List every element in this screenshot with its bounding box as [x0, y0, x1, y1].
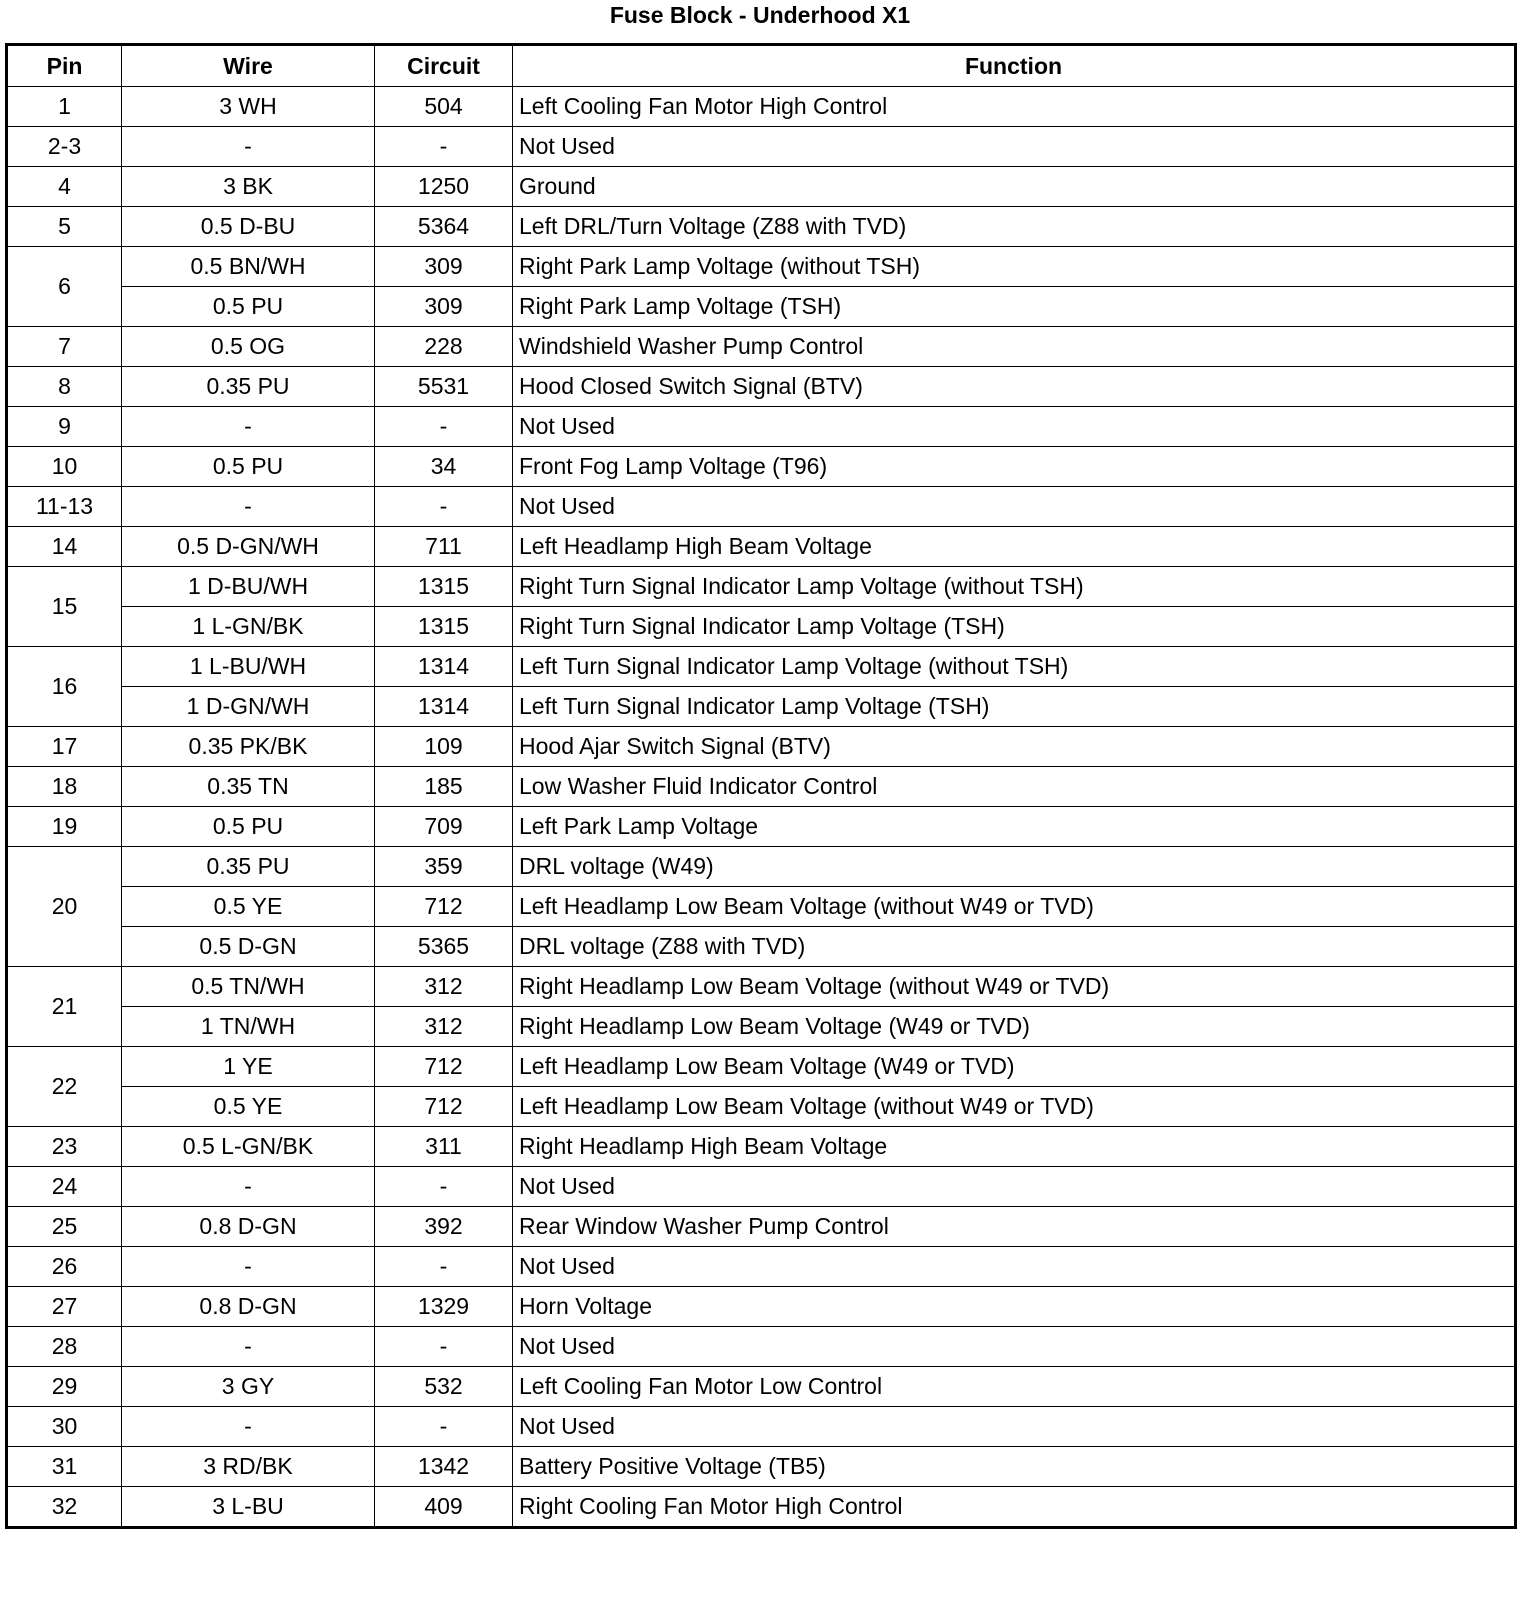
header-circuit: Circuit: [375, 45, 513, 87]
circuit-cell: 228: [375, 327, 513, 367]
table-row: [7, 1247, 1516, 1287]
function-cell: Right Headlamp High Beam Voltage: [513, 1127, 1516, 1167]
wire-cell: 0.5 OG: [122, 327, 375, 367]
function-cell: Right Park Lamp Voltage (without TSH): [513, 247, 1516, 287]
function-cell: Left Headlamp Low Beam Voltage (W49 or TVD): [513, 1047, 1516, 1087]
table-row: [7, 767, 1516, 807]
pin-cell: 8: [7, 367, 122, 407]
table-row: [7, 647, 1516, 687]
table-row: [7, 1447, 1516, 1487]
table-row: [7, 1287, 1516, 1327]
function-cell: Left Headlamp High Beam Voltage: [513, 527, 1516, 567]
circuit-cell: -: [375, 1407, 513, 1447]
circuit-cell: -: [375, 487, 513, 527]
pin-cell: 17: [7, 727, 122, 767]
wire-cell: 3 GY: [122, 1367, 375, 1407]
circuit-cell: 309: [375, 247, 513, 287]
pin-cell: 11-13: [7, 487, 122, 527]
pin-cell: 22: [7, 1047, 122, 1127]
circuit-cell: 1329: [375, 1287, 513, 1327]
circuit-cell: 5364: [375, 207, 513, 247]
pin-cell: 28: [7, 1327, 122, 1367]
table-row: [7, 407, 1516, 447]
wire-cell: 0.35 PK/BK: [122, 727, 375, 767]
function-cell: Left Headlamp Low Beam Voltage (without W49 or TVD): [513, 1087, 1516, 1127]
table-row: [7, 287, 1516, 327]
circuit-cell: 392: [375, 1207, 513, 1247]
table-row: [7, 807, 1516, 847]
pin-cell: 32: [7, 1487, 122, 1528]
pin-cell: 1: [7, 87, 122, 127]
circuit-cell: 712: [375, 887, 513, 927]
table-row: [7, 1087, 1516, 1127]
pin-cell: 6: [7, 247, 122, 327]
function-cell: Left Turn Signal Indicator Lamp Voltage (without TSH): [513, 647, 1516, 687]
function-cell: Battery Positive Voltage (TB5): [513, 1447, 1516, 1487]
pin-cell: 9: [7, 407, 122, 447]
circuit-cell: 1250: [375, 167, 513, 207]
pin-cell: 19: [7, 807, 122, 847]
function-cell: Left Headlamp Low Beam Voltage (without W49 or TVD): [513, 887, 1516, 927]
table-row: [7, 327, 1516, 367]
wire-cell: 1 D-BU/WH: [122, 567, 375, 607]
wire-cell: 0.5 D-BU: [122, 207, 375, 247]
header-wire: Wire: [122, 45, 375, 87]
function-cell: Low Washer Fluid Indicator Control: [513, 767, 1516, 807]
function-cell: Hood Ajar Switch Signal (BTV): [513, 727, 1516, 767]
circuit-cell: 311: [375, 1127, 513, 1167]
circuit-cell: 709: [375, 807, 513, 847]
table-row: [7, 87, 1516, 127]
function-cell: Windshield Washer Pump Control: [513, 327, 1516, 367]
function-cell: Hood Closed Switch Signal (BTV): [513, 367, 1516, 407]
function-cell: Left Park Lamp Voltage: [513, 807, 1516, 847]
table-row: [7, 1127, 1516, 1167]
table-row: [7, 607, 1516, 647]
function-cell: Horn Voltage: [513, 1287, 1516, 1327]
circuit-cell: 5365: [375, 927, 513, 967]
pin-cell: 21: [7, 967, 122, 1047]
pin-cell: 2-3: [7, 127, 122, 167]
table-row: [7, 487, 1516, 527]
table-row: [7, 727, 1516, 767]
wire-cell: -: [122, 1247, 375, 1287]
table-body: [7, 87, 1516, 1528]
pin-cell: 4: [7, 167, 122, 207]
wire-cell: 3 RD/BK: [122, 1447, 375, 1487]
function-cell: Right Cooling Fan Motor High Control: [513, 1487, 1516, 1528]
pin-cell: 23: [7, 1127, 122, 1167]
table-row: [7, 1047, 1516, 1087]
circuit-cell: -: [375, 1327, 513, 1367]
circuit-cell: 712: [375, 1047, 513, 1087]
pin-cell: 18: [7, 767, 122, 807]
pin-cell: 16: [7, 647, 122, 727]
pin-cell: 31: [7, 1447, 122, 1487]
circuit-cell: 1342: [375, 1447, 513, 1487]
table-row: [7, 1007, 1516, 1047]
pin-cell: 25: [7, 1207, 122, 1247]
page-title: Fuse Block - Underhood X1: [609, 2, 911, 28]
wire-cell: 0.5 YE: [122, 887, 375, 927]
table-row: [7, 1367, 1516, 1407]
wire-cell: -: [122, 127, 375, 167]
wire-cell: 1 L-BU/WH: [122, 647, 375, 687]
circuit-cell: 504: [375, 87, 513, 127]
wire-cell: 1 D-GN/WH: [122, 687, 375, 727]
pin-cell: 14: [7, 527, 122, 567]
function-cell: Not Used: [513, 1247, 1516, 1287]
wire-cell: 3 L-BU: [122, 1487, 375, 1528]
function-cell: Not Used: [513, 1407, 1516, 1447]
table-row: [7, 367, 1516, 407]
function-cell: Left Turn Signal Indicator Lamp Voltage (TSH): [513, 687, 1516, 727]
function-cell: Right Turn Signal Indicator Lamp Voltage (without TSH): [513, 567, 1516, 607]
wire-cell: -: [122, 1327, 375, 1367]
pin-cell: 10: [7, 447, 122, 487]
function-cell: Right Headlamp Low Beam Voltage (without W49 or TVD): [513, 967, 1516, 1007]
circuit-cell: -: [375, 407, 513, 447]
table-row: [7, 527, 1516, 567]
connector-pinout-table: [5, 43, 1517, 1529]
table-row: [7, 567, 1516, 607]
wire-cell: 0.35 TN: [122, 767, 375, 807]
circuit-cell: 185: [375, 767, 513, 807]
table-row: [7, 847, 1516, 887]
pin-cell: 7: [7, 327, 122, 367]
table-row: [7, 1407, 1516, 1447]
pin-cell: 27: [7, 1287, 122, 1327]
circuit-cell: 1315: [375, 567, 513, 607]
circuit-cell: -: [375, 127, 513, 167]
wire-cell: 0.5 PU: [122, 447, 375, 487]
table-row: [7, 687, 1516, 727]
wire-cell: 0.8 D-GN: [122, 1207, 375, 1247]
pin-cell: 20: [7, 847, 122, 967]
pin-cell: 30: [7, 1407, 122, 1447]
table-row: [7, 247, 1516, 287]
circuit-cell: 1315: [375, 607, 513, 647]
circuit-cell: 34: [375, 447, 513, 487]
function-cell: Ground: [513, 167, 1516, 207]
circuit-cell: 309: [375, 287, 513, 327]
wire-cell: 1 L-GN/BK: [122, 607, 375, 647]
function-cell: Left Cooling Fan Motor High Control: [513, 87, 1516, 127]
wire-cell: 0.5 L-GN/BK: [122, 1127, 375, 1167]
table-row: [7, 127, 1516, 167]
wire-cell: 0.35 PU: [122, 847, 375, 887]
function-cell: Not Used: [513, 407, 1516, 447]
circuit-cell: 1314: [375, 647, 513, 687]
function-cell: DRL voltage (W49): [513, 847, 1516, 887]
table-row: [7, 167, 1516, 207]
function-cell: Left Cooling Fan Motor Low Control: [513, 1367, 1516, 1407]
wire-cell: 3 WH: [122, 87, 375, 127]
circuit-cell: 711: [375, 527, 513, 567]
wire-cell: 1 YE: [122, 1047, 375, 1087]
circuit-cell: 109: [375, 727, 513, 767]
wire-cell: 0.5 TN/WH: [122, 967, 375, 1007]
function-cell: Right Turn Signal Indicator Lamp Voltage (TSH): [513, 607, 1516, 647]
table-row: [7, 887, 1516, 927]
circuit-cell: 532: [375, 1367, 513, 1407]
circuit-cell: 712: [375, 1087, 513, 1127]
wire-cell: 0.5 PU: [122, 287, 375, 327]
circuit-cell: 1314: [375, 687, 513, 727]
pin-cell: 15: [7, 567, 122, 647]
function-cell: Right Headlamp Low Beam Voltage (W49 or TVD): [513, 1007, 1516, 1047]
table-row: [7, 1327, 1516, 1367]
wire-cell: 0.5 D-GN: [122, 927, 375, 967]
wire-cell: 0.5 BN/WH: [122, 247, 375, 287]
function-cell: Not Used: [513, 127, 1516, 167]
function-cell: Left DRL/Turn Voltage (Z88 with TVD): [513, 207, 1516, 247]
wire-cell: 0.5 D-GN/WH: [122, 527, 375, 567]
wire-cell: 0.5 PU: [122, 807, 375, 847]
wire-cell: -: [122, 1407, 375, 1447]
circuit-cell: 5531: [375, 367, 513, 407]
wire-cell: -: [122, 407, 375, 447]
circuit-cell: -: [375, 1247, 513, 1287]
wire-cell: -: [122, 487, 375, 527]
table-row: [7, 207, 1516, 247]
circuit-cell: -: [375, 1167, 513, 1207]
header-pin: Pin: [7, 45, 122, 87]
wire-cell: 1 TN/WH: [122, 1007, 375, 1047]
circuit-cell: 312: [375, 1007, 513, 1047]
function-cell: Rear Window Washer Pump Control: [513, 1207, 1516, 1247]
function-cell: Not Used: [513, 487, 1516, 527]
table-row: [7, 967, 1516, 1007]
function-cell: Front Fog Lamp Voltage (T96): [513, 447, 1516, 487]
circuit-cell: 312: [375, 967, 513, 1007]
pin-cell: 29: [7, 1367, 122, 1407]
circuit-cell: 409: [375, 1487, 513, 1528]
function-cell: Not Used: [513, 1327, 1516, 1367]
table-header-row: [7, 45, 1516, 87]
table-row: [7, 447, 1516, 487]
table-row: [7, 927, 1516, 967]
pin-cell: 24: [7, 1167, 122, 1207]
function-cell: Not Used: [513, 1167, 1516, 1207]
wire-cell: 3 BK: [122, 167, 375, 207]
wire-cell: 0.8 D-GN: [122, 1287, 375, 1327]
wire-cell: -: [122, 1167, 375, 1207]
table-row: [7, 1207, 1516, 1247]
function-cell: DRL voltage (Z88 with TVD): [513, 927, 1516, 967]
table-row: [7, 1167, 1516, 1207]
wire-cell: 0.5 YE: [122, 1087, 375, 1127]
wire-cell: 0.35 PU: [122, 367, 375, 407]
pin-cell: 5: [7, 207, 122, 247]
table-row: [7, 1487, 1516, 1528]
pin-cell: 26: [7, 1247, 122, 1287]
function-cell: Right Park Lamp Voltage (TSH): [513, 287, 1516, 327]
header-function: Function: [513, 45, 1516, 87]
circuit-cell: 359: [375, 847, 513, 887]
